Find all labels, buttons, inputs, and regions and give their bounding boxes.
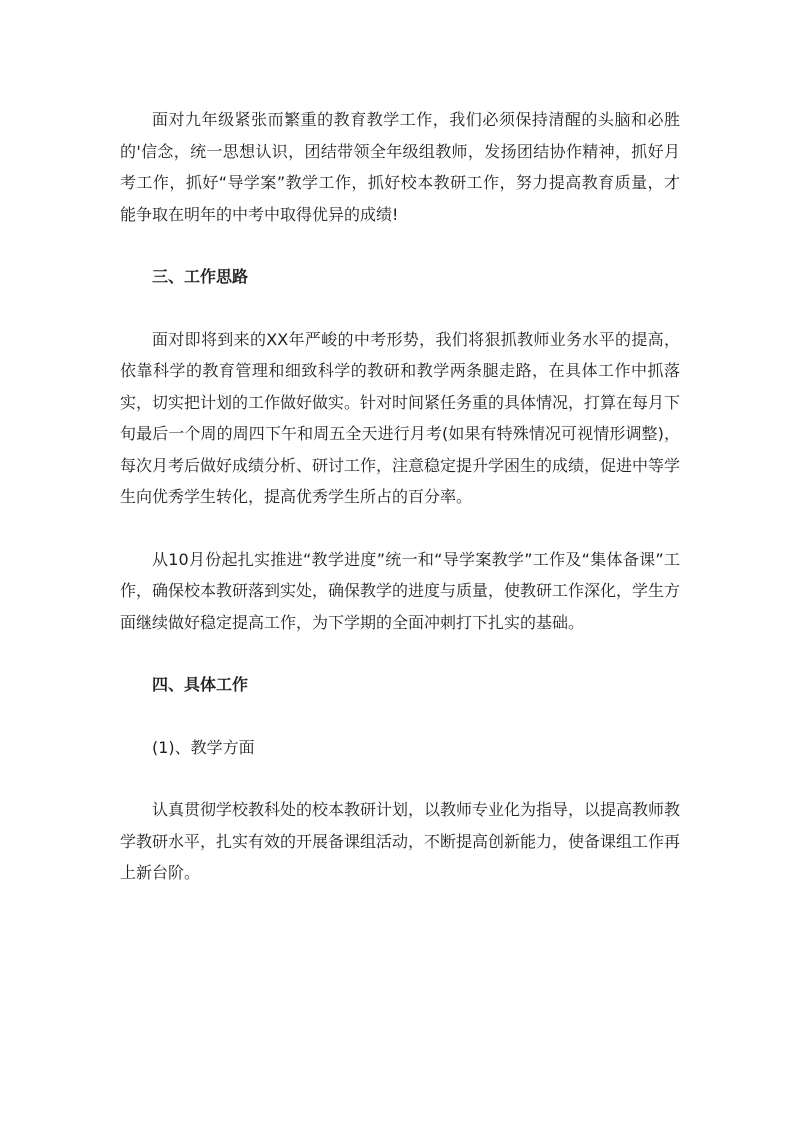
subheading-teaching: (1)、教学方面 bbox=[152, 737, 255, 757]
section-heading-four: 四、具体工作 bbox=[152, 675, 249, 694]
paragraph-4: 认真贯彻学校教科处的校本教研计划，以教师专业化为指导，以提高教师教学教研水平，扎实有效的开展备课组活动，不断提高创新能力，使备课组工作再上新台阶。 bbox=[120, 800, 681, 882]
paragraph-1: 面对九年级紧张而繁重的教育教学工作，我们必须保持清醒的头脑和必胜的'信念，统一思想认识，团结带领全年级组教师，发扬团结协作精神，抓好月考工作，抓好“导学案”教学工作，抓好校本教研工作，努力提高教育质量，才能争取在明年的中考中取得优异的成绩! bbox=[120, 110, 680, 224]
section-heading-three: 三、工作思路 bbox=[152, 267, 249, 286]
paragraph-2: 面对即将到来的XX年严峻的中考形势，我们将狠抓教师业务水平的提高，依靠科学的教育管理和细致科学的教研和教学两条腿走路，在具体工作中抓落实，切实把计划的工作做好做实。针对时间紧任务重的具体情况，打算在每月下旬最后一个周的周四下午和周五全天进行月考(如果有特殊情况可视情形调整)，每次月考后做好成绩分析、研讨工作，注意稳定提升学困生的成绩，促进中等学生向优秀学生转化，提高优秀学生所占的百分率。 bbox=[120, 329, 681, 506]
paragraph-3: 从10月份起扎实推进“教学进度”统一和“导学案教学”工作及“集体备课”工作，确保校本教研落到实处，确保教学的进度与质量，使教研工作深化，学生方面继续做好稳定提高工作，为下学期的全面冲刺打下扎实的基础。 bbox=[120, 549, 681, 632]
document-content bbox=[120, 104, 680, 889]
